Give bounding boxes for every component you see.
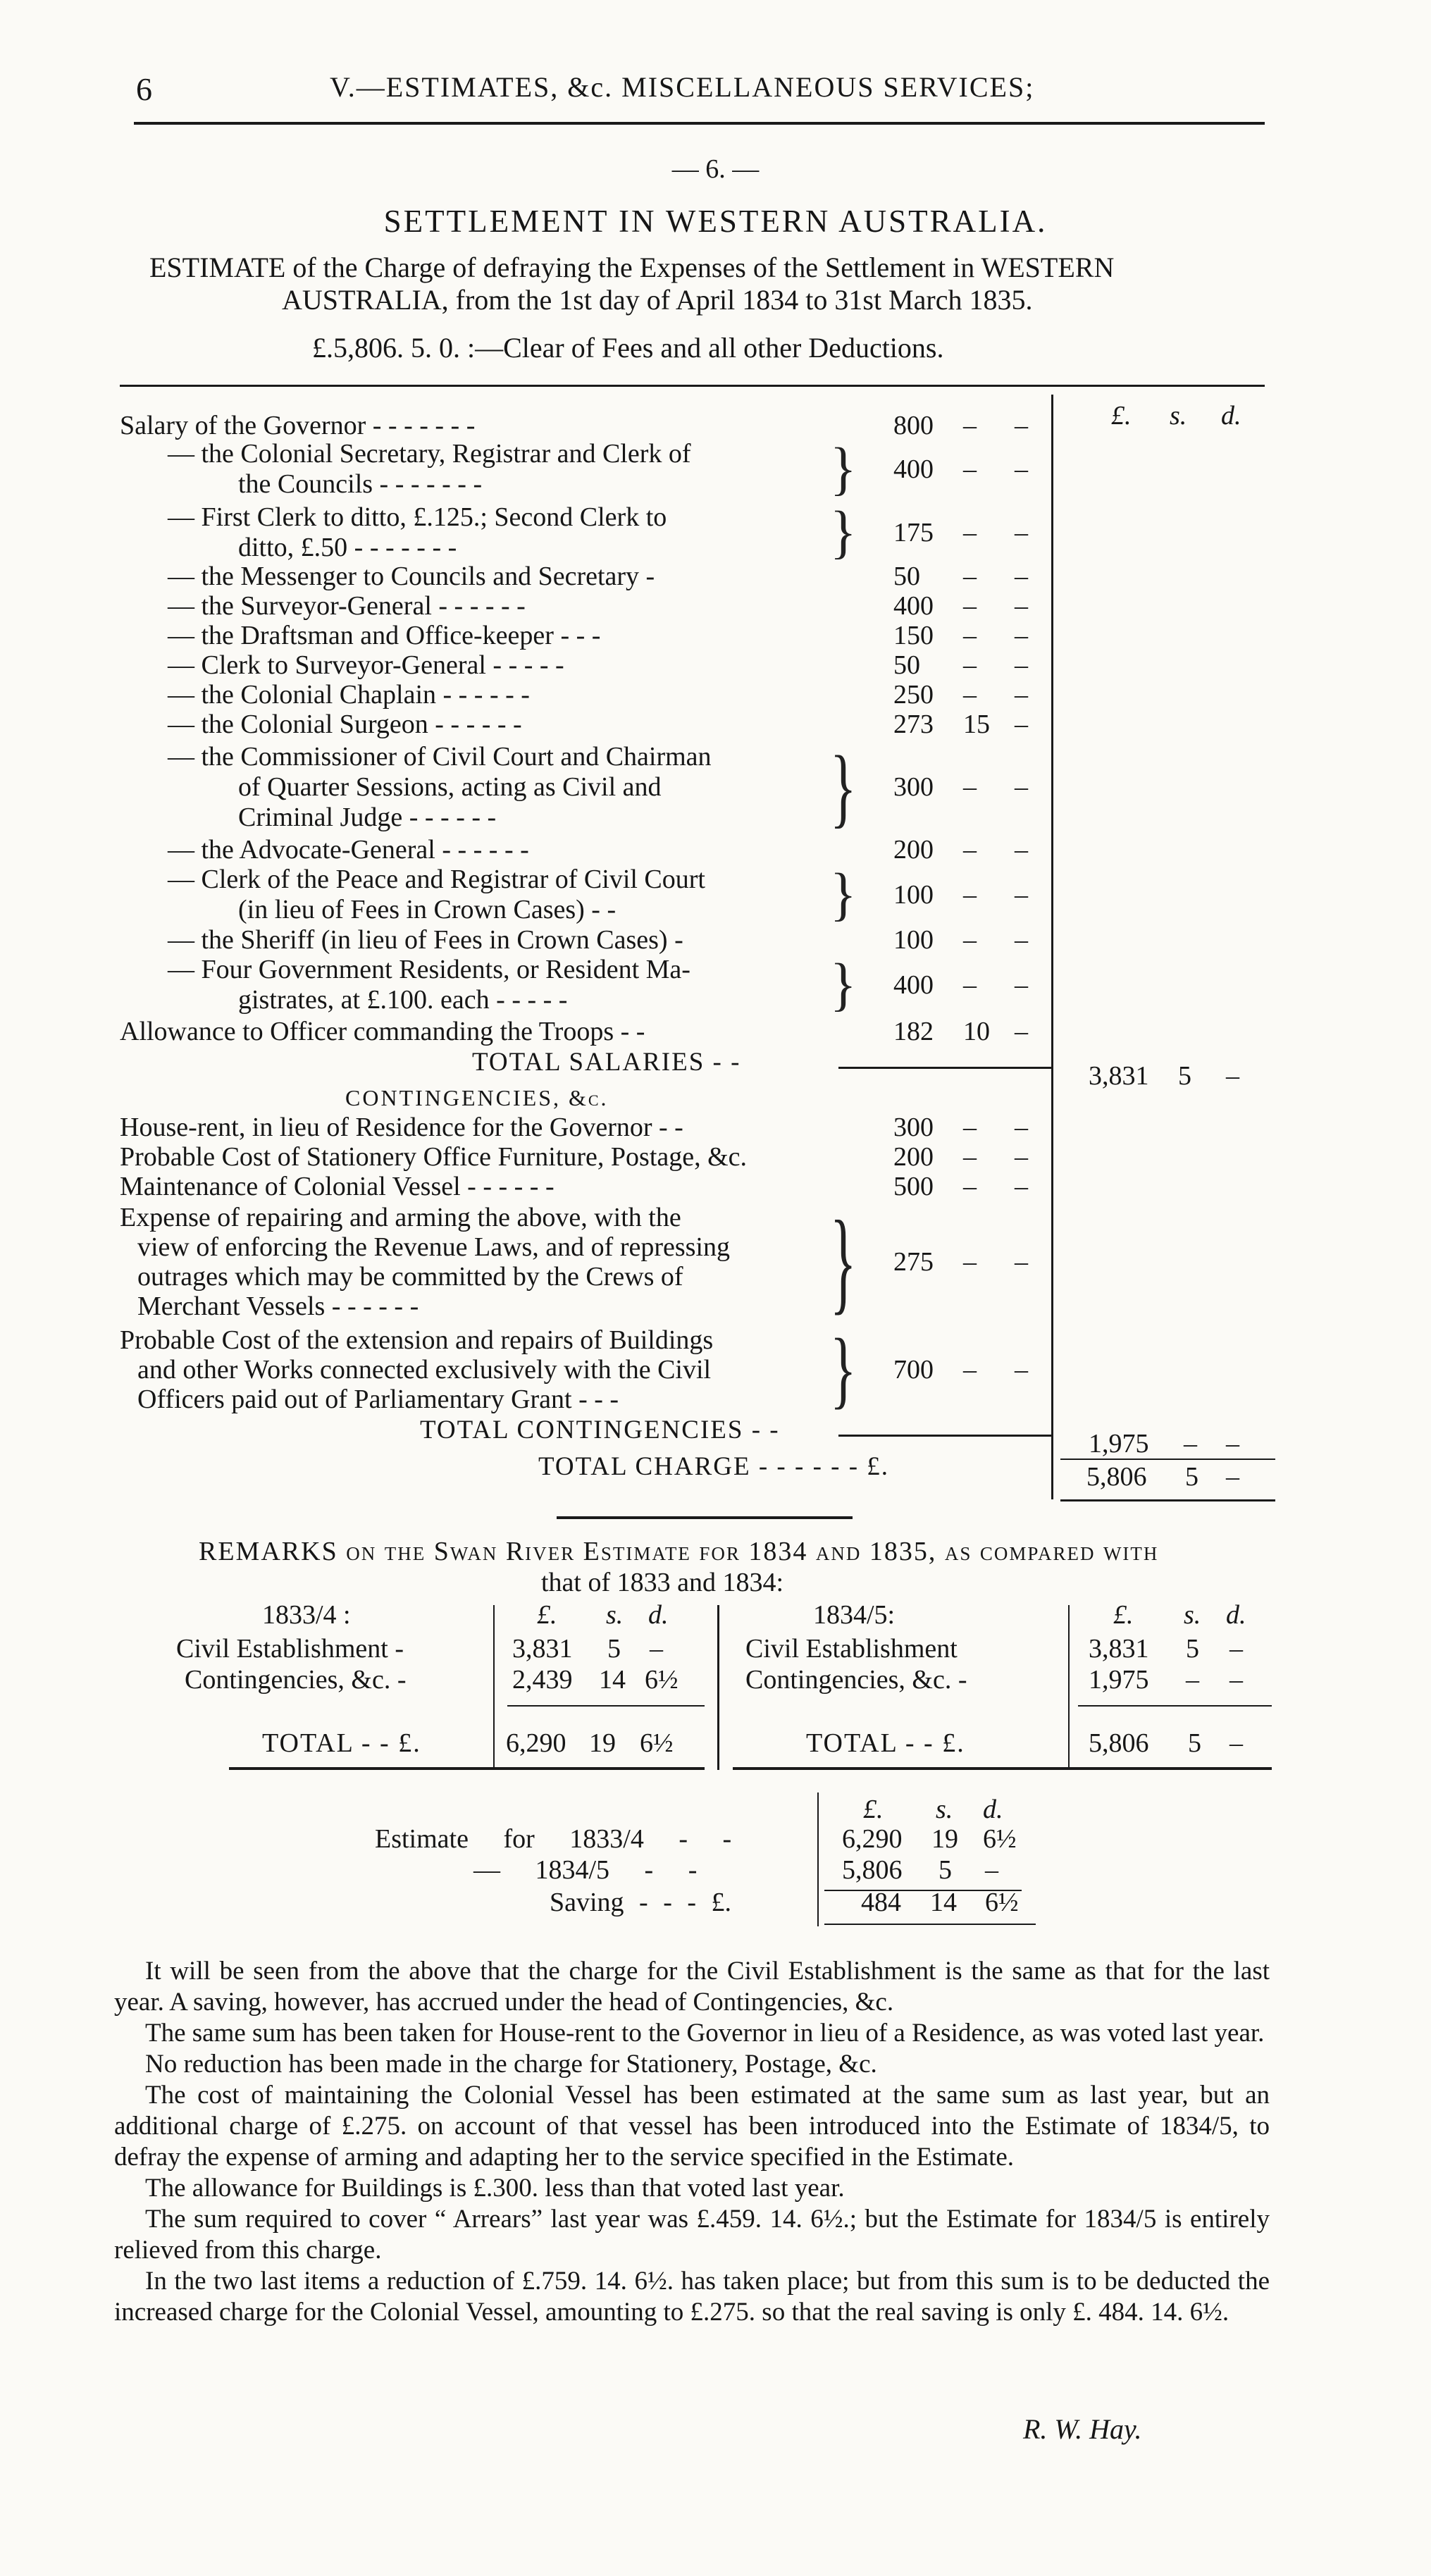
right-pence-header: d. — [1226, 1600, 1246, 1630]
total-contingencies-pence: – — [1226, 1429, 1239, 1459]
salary-item-label: Criminal Judge - - - - - - — [238, 803, 497, 832]
paragraph-2: The same sum has been taken for House-rent to the Governor in lieu of a Residence, as was voted last year. — [145, 2019, 1265, 2048]
contingency-pence: – — [1015, 1172, 1028, 1201]
brace-icon: } — [830, 1320, 857, 1417]
salary-pounds: 50 — [893, 562, 920, 591]
salary-pounds: 400 — [893, 591, 934, 621]
salary-pence: – — [1015, 680, 1028, 710]
right-row-civil-label: Civil Establishment — [745, 1634, 958, 1664]
salary-row — [0, 709, 1254, 739]
salary-pounds: 400 — [893, 454, 934, 484]
left-row-civil-label: Civil Establishment - — [176, 1634, 404, 1664]
salary-shillings: – — [963, 517, 977, 547]
salary-shillings: – — [963, 879, 977, 910]
left-total-pounds: 6,290 — [506, 1728, 566, 1758]
contingency-shillings: – — [963, 1355, 977, 1385]
left-total-bottom-rule — [229, 1767, 705, 1770]
contingency-row — [0, 1112, 1254, 1141]
contingency-item-label: view of enforcing the Revenue Laws, and of repressing — [137, 1232, 730, 1262]
salary-pounds: 273 — [893, 710, 934, 739]
page-number: 6 — [136, 71, 152, 107]
contingency-item-label: outrages which may be committed by the Crews of — [137, 1262, 683, 1292]
left-row-contingencies-shillings: 14 — [599, 1665, 626, 1695]
brace-icon: } — [830, 736, 857, 836]
contingency-item-label: Merchant Vessels - - - - - - — [137, 1292, 419, 1321]
saving-row-1834-pounds: 5,806 — [842, 1855, 903, 1885]
saving-row-total-pounds: 484 — [861, 1888, 901, 1917]
salary-item-label: (in lieu of Fees in Crown Cases) - - — [238, 895, 617, 924]
salary-item-label: — the Colonial Secretary, Registrar and Clerk of — [168, 439, 691, 469]
brace-icon: } — [830, 950, 857, 1017]
left-total-shillings: 19 — [589, 1728, 616, 1758]
remarks-heading-line-1: REMARKS on the Swan River Estimate for 1834 and 1835, as compared with — [199, 1537, 1159, 1566]
contingency-item-label: Maintenance of Colonial Vessel - - - - - - — [120, 1172, 555, 1201]
salary-row — [0, 650, 1254, 680]
salary-pounds: 100 — [893, 925, 934, 955]
salaries-subtotal-rule — [838, 1067, 1051, 1069]
left-row-civil-pounds: 3,831 — [512, 1634, 573, 1664]
grand-total-bottom-rule — [1060, 1499, 1275, 1501]
section-mark: — 6. — — [671, 154, 760, 184]
contingency-item-label: Probable Cost of Stationery Office Furniture, Postage, &c. — [120, 1142, 748, 1172]
right-total-pence: – — [1229, 1728, 1243, 1758]
salary-pence: – — [1015, 411, 1028, 440]
salary-pence: – — [1015, 591, 1028, 621]
paragraph-7: In the two last items a reduction of £.759. 14. 6½. has taken place; but from this sum is to be deducted the increased charge for the Colonial Vessel, amounting to £.275. so that the real saving is only £. 484. 14. 6½. — [114, 2267, 1270, 2327]
salary-pounds: 50 — [893, 650, 920, 680]
brace-icon: } — [830, 1196, 857, 1325]
left-row-contingencies-pounds: 2,439 — [512, 1665, 573, 1695]
shillings-column-header: s. — [1170, 401, 1187, 431]
contingency-pence: – — [1015, 1113, 1028, 1142]
contingency-pounds: 300 — [893, 1113, 934, 1142]
salary-pounds: 200 — [893, 835, 934, 865]
total-salaries-shillings: 5 — [1178, 1061, 1191, 1091]
paragraph-1: It will be seen from the above that the charge for the Civil Establishment is the same as that for the last year. A saving, however, has accrued under the head of Contingencies, &c. — [114, 1957, 1270, 2017]
total-salaries-pence: – — [1226, 1061, 1239, 1091]
header-rule — [134, 122, 1265, 125]
salary-item-label: — Clerk of the Peace and Registrar of Civil Court — [168, 865, 705, 894]
total-salaries-label: TOTAL SALARIES - - — [472, 1048, 741, 1077]
right-shillings-header: s. — [1184, 1600, 1201, 1630]
salary-row — [0, 834, 1254, 865]
grand-total-top-rule — [1060, 1459, 1275, 1460]
salary-pounds: 250 — [893, 680, 934, 710]
pence-column-header: d. — [1221, 401, 1241, 431]
saving-row-total-label: Saving - - - £. — [550, 1888, 732, 1917]
salary-row — [0, 736, 1254, 836]
salary-pence: – — [1015, 1017, 1028, 1046]
left-total-label: TOTAL - - £. — [262, 1728, 421, 1758]
salary-shillings: – — [963, 562, 977, 591]
salary-shillings: – — [963, 411, 977, 440]
salary-shillings: – — [963, 680, 977, 710]
salary-item-label: ditto, £.50 - - - - - - - — [238, 533, 457, 562]
contingency-shillings: – — [963, 1247, 977, 1277]
salary-row — [0, 1016, 1254, 1046]
saving-row-total-shillings: 14 — [930, 1888, 957, 1917]
salary-item-label: Salary of the Governor - - - - - - - — [120, 411, 476, 440]
salary-row — [0, 620, 1254, 650]
total-charge-shillings: 5 — [1185, 1462, 1198, 1492]
contingency-pence: – — [1015, 1247, 1028, 1277]
right-row-civil-shillings: 5 — [1186, 1634, 1199, 1664]
contingency-pounds: 200 — [893, 1142, 934, 1172]
salary-item-label: — the Draftsman and Office-keeper - - - — [168, 621, 601, 650]
contingency-row — [0, 1196, 1254, 1325]
section-divider-rule — [557, 1516, 853, 1519]
brace-icon: } — [830, 498, 857, 565]
salary-row — [0, 860, 1254, 927]
signature: R. W. Hay. — [1023, 2413, 1142, 2445]
saving-bottom-rule — [824, 1924, 1036, 1925]
saving-row-1834-pence: – — [985, 1855, 998, 1885]
salary-pounds: 300 — [893, 772, 934, 802]
total-charge-pence: – — [1226, 1462, 1239, 1492]
salary-item-label: of Quarter Sessions, acting as Civil and — [238, 772, 662, 802]
contingency-pounds: 275 — [893, 1247, 934, 1277]
total-contingencies-label: TOTAL CONTINGENCIES - - — [420, 1416, 780, 1444]
paragraph-5: The allowance for Buildings is £.300. less than that voted last year. — [145, 2174, 845, 2203]
salary-item-label: the Councils - - - - - - - — [238, 469, 483, 499]
salary-pence: – — [1015, 454, 1028, 484]
page-title: SETTLEMENT IN WESTERN AUSTRALIA. — [383, 204, 1048, 239]
salary-row — [0, 498, 1254, 565]
salary-shillings: – — [963, 772, 977, 802]
salary-shillings: – — [963, 650, 977, 680]
saving-row-1833-shillings: 19 — [931, 1824, 958, 1854]
salary-row — [0, 924, 1254, 955]
salary-row — [0, 435, 1254, 502]
salary-shillings: – — [963, 970, 977, 1000]
salary-item-label: gistrates, at £.100. each - - - - - — [238, 985, 568, 1015]
saving-row-total-pence: 6½ — [985, 1888, 1019, 1917]
total-contingencies-pounds: 1,975 — [1089, 1429, 1149, 1459]
salary-item-label: — the Colonial Surgeon - - - - - - — [168, 710, 522, 739]
salary-pence: – — [1015, 835, 1028, 865]
contingency-item-label: Probable Cost of the extension and repairs of Buildings — [120, 1325, 714, 1355]
salary-item-label: — First Clerk to ditto, £.125.; Second Clerk to — [168, 502, 667, 532]
right-row-civil-pounds: 3,831 — [1089, 1634, 1149, 1664]
pounds-column-header: £. — [1111, 401, 1132, 431]
saving-table-divider — [817, 1792, 819, 1926]
salary-shillings: – — [963, 621, 977, 650]
saving-shillings-header: s. — [936, 1795, 953, 1824]
right-total-top-rule — [1078, 1705, 1272, 1707]
contingency-item-label: and other Works connected exclusively with the Civil — [137, 1355, 712, 1385]
left-row-contingencies-pence: 6½ — [645, 1665, 679, 1695]
saving-row-1834-shillings: 5 — [938, 1855, 952, 1885]
salary-pounds: 175 — [893, 517, 934, 547]
salary-pounds: 100 — [893, 879, 934, 910]
contingency-shillings: – — [963, 1172, 977, 1201]
right-total-bottom-rule — [733, 1767, 1272, 1770]
salary-pence: – — [1015, 562, 1028, 591]
left-shillings-header: s. — [606, 1600, 624, 1630]
salary-pence: – — [1015, 517, 1028, 547]
salary-item-label: — the Commissioner of Civil Court and Chairman — [168, 742, 712, 772]
salary-item-label: — the Sheriff (in lieu of Fees in Crown Cases) - — [168, 925, 683, 955]
contingency-shillings: – — [963, 1113, 977, 1142]
contingency-row — [0, 1141, 1254, 1171]
salary-pence: – — [1015, 879, 1028, 910]
left-total-top-rule — [507, 1705, 705, 1707]
contingency-shillings: – — [963, 1142, 977, 1172]
right-row-contingencies-label: Contingencies, &c. - — [745, 1665, 967, 1695]
salary-shillings: – — [963, 835, 977, 865]
comparison-center-divider — [717, 1605, 719, 1770]
salary-shillings: – — [963, 591, 977, 621]
paragraph-6: The sum required to cover “ Arrears” last year was £.459. 14. 6½.; but the Estimate for 1834/5 is entirely relieved from this charge. — [114, 2205, 1270, 2265]
salary-item-label: — the Surveyor-General - - - - - - — [168, 591, 526, 621]
salary-row — [0, 410, 1254, 440]
left-year: 1833/4 : — [262, 1600, 351, 1630]
salary-pence: – — [1015, 925, 1028, 955]
left-row-civil-pence: – — [650, 1634, 663, 1664]
left-pounds-header: £. — [537, 1600, 557, 1630]
right-row-civil-pence: – — [1229, 1634, 1243, 1664]
saving-pence-header: d. — [983, 1795, 1003, 1824]
right-row-contingencies-shillings: – — [1186, 1665, 1199, 1695]
table-top-rule — [120, 385, 1265, 387]
left-row-contingencies-label: Contingencies, &c. - — [185, 1665, 407, 1695]
salary-pounds: 400 — [893, 970, 934, 1000]
salary-pence: – — [1015, 710, 1028, 739]
salary-row — [0, 561, 1254, 591]
contingencies-subtotal-rule — [838, 1435, 1051, 1437]
salary-pounds: 800 — [893, 411, 934, 440]
contingencies-heading: CONTINGENCIES, &c. — [345, 1085, 609, 1110]
salary-pence: – — [1015, 650, 1028, 680]
right-total-pounds: 5,806 — [1089, 1728, 1149, 1758]
right-label-divider — [1068, 1605, 1070, 1767]
salary-pounds: 150 — [893, 621, 934, 650]
right-total-shillings: 5 — [1188, 1728, 1201, 1758]
salary-item-label: — the Messenger to Councils and Secretary - — [168, 562, 655, 591]
right-pounds-header: £. — [1113, 1600, 1134, 1630]
salary-shillings: 15 — [963, 710, 990, 739]
paragraph-3: No reduction has been made in the charge for Stationery, Postage, &c. — [145, 2050, 877, 2079]
saving-pounds-header: £. — [863, 1795, 884, 1824]
total-salaries-pounds: 3,831 — [1089, 1061, 1149, 1091]
contingency-pounds: 500 — [893, 1172, 934, 1201]
contingency-item-label: Expense of repairing and arming the above, with the — [120, 1203, 681, 1232]
salary-row — [0, 679, 1254, 710]
brace-icon: } — [830, 860, 857, 927]
salary-shillings: 10 — [963, 1017, 990, 1046]
contingency-row — [0, 1320, 1254, 1417]
brace-icon: } — [830, 435, 857, 502]
salary-pounds: 182 — [893, 1017, 934, 1046]
salary-pence: – — [1015, 621, 1028, 650]
saving-row-1833-label: Estimate for 1833/4 - - — [375, 1824, 732, 1854]
salary-item-label: — Clerk to Surveyor-General - - - - - — [168, 650, 564, 680]
left-row-civil-shillings: 5 — [607, 1634, 621, 1664]
contingency-pounds: 700 — [893, 1355, 934, 1385]
saving-row-1833-pounds: 6,290 — [842, 1824, 903, 1854]
contingency-row — [0, 1171, 1254, 1201]
total-contingencies-shillings: – — [1184, 1429, 1197, 1459]
total-charge-label: TOTAL CHARGE - - - - - - £. — [538, 1452, 890, 1481]
clear-amount: £.5,806. 5. 0. :—Clear of Fees and all other Deductions. — [312, 332, 944, 364]
left-pence-header: d. — [648, 1600, 669, 1630]
subtitle-line-1: ESTIMATE of the Charge of defraying the Expenses of the Settlement in WESTERN — [149, 252, 1115, 283]
contingency-item-label: House-rent, in lieu of Residence for the Governor - - — [120, 1113, 683, 1142]
contingency-pence: – — [1015, 1142, 1028, 1172]
right-row-contingencies-pence: – — [1229, 1665, 1243, 1695]
remarks-prose — [114, 1956, 1270, 2328]
salary-item-label: Allowance to Officer commanding the Troops - - — [120, 1017, 645, 1046]
right-row-contingencies-pounds: 1,975 — [1089, 1665, 1149, 1695]
left-total-pence: 6½ — [640, 1728, 674, 1758]
left-label-divider — [493, 1605, 495, 1767]
salary-row — [0, 590, 1254, 621]
salary-row — [0, 950, 1254, 1017]
paragraph-4: The cost of maintaining the Colonial Vessel has been estimated at the same sum as last year, but an additional charge of £.275. on account of that vessel has been introduced into the Estimate of 1834/5, to defray the expense of arming and adapting her to the service specified in the Estimate. — [114, 2081, 1270, 2172]
remarks-heading-line-2: that of 1833 and 1834: — [541, 1568, 784, 1597]
contingency-item-label: Officers paid out of Parliamentary Grant - - - — [137, 1385, 619, 1414]
total-charge-pounds: 5,806 — [1086, 1462, 1147, 1492]
salary-shillings: – — [963, 454, 977, 484]
saving-row-1833-pence: 6½ — [983, 1824, 1017, 1854]
saving-row-1834-label: — 1834/5 - - — [473, 1855, 698, 1885]
salary-shillings: – — [963, 925, 977, 955]
right-total-label: TOTAL - - £. — [806, 1728, 965, 1758]
salary-item-label: — the Advocate-General - - - - - - — [168, 835, 529, 865]
salary-pence: – — [1015, 772, 1028, 802]
running-head: V.—ESTIMATES, &c. MISCELLANEOUS SERVICES; — [330, 71, 1035, 103]
salary-item-label: — the Colonial Chaplain - - - - - - — [168, 680, 530, 710]
contingency-pence: – — [1015, 1355, 1028, 1385]
right-year: 1834/5: — [813, 1600, 896, 1630]
salary-pence: – — [1015, 970, 1028, 1000]
salary-item-label: — Four Government Residents, or Resident Ma- — [168, 955, 690, 984]
subtitle-line-2: AUSTRALIA, from the 1st day of April 1834 to 31st March 1835. — [282, 284, 1033, 316]
